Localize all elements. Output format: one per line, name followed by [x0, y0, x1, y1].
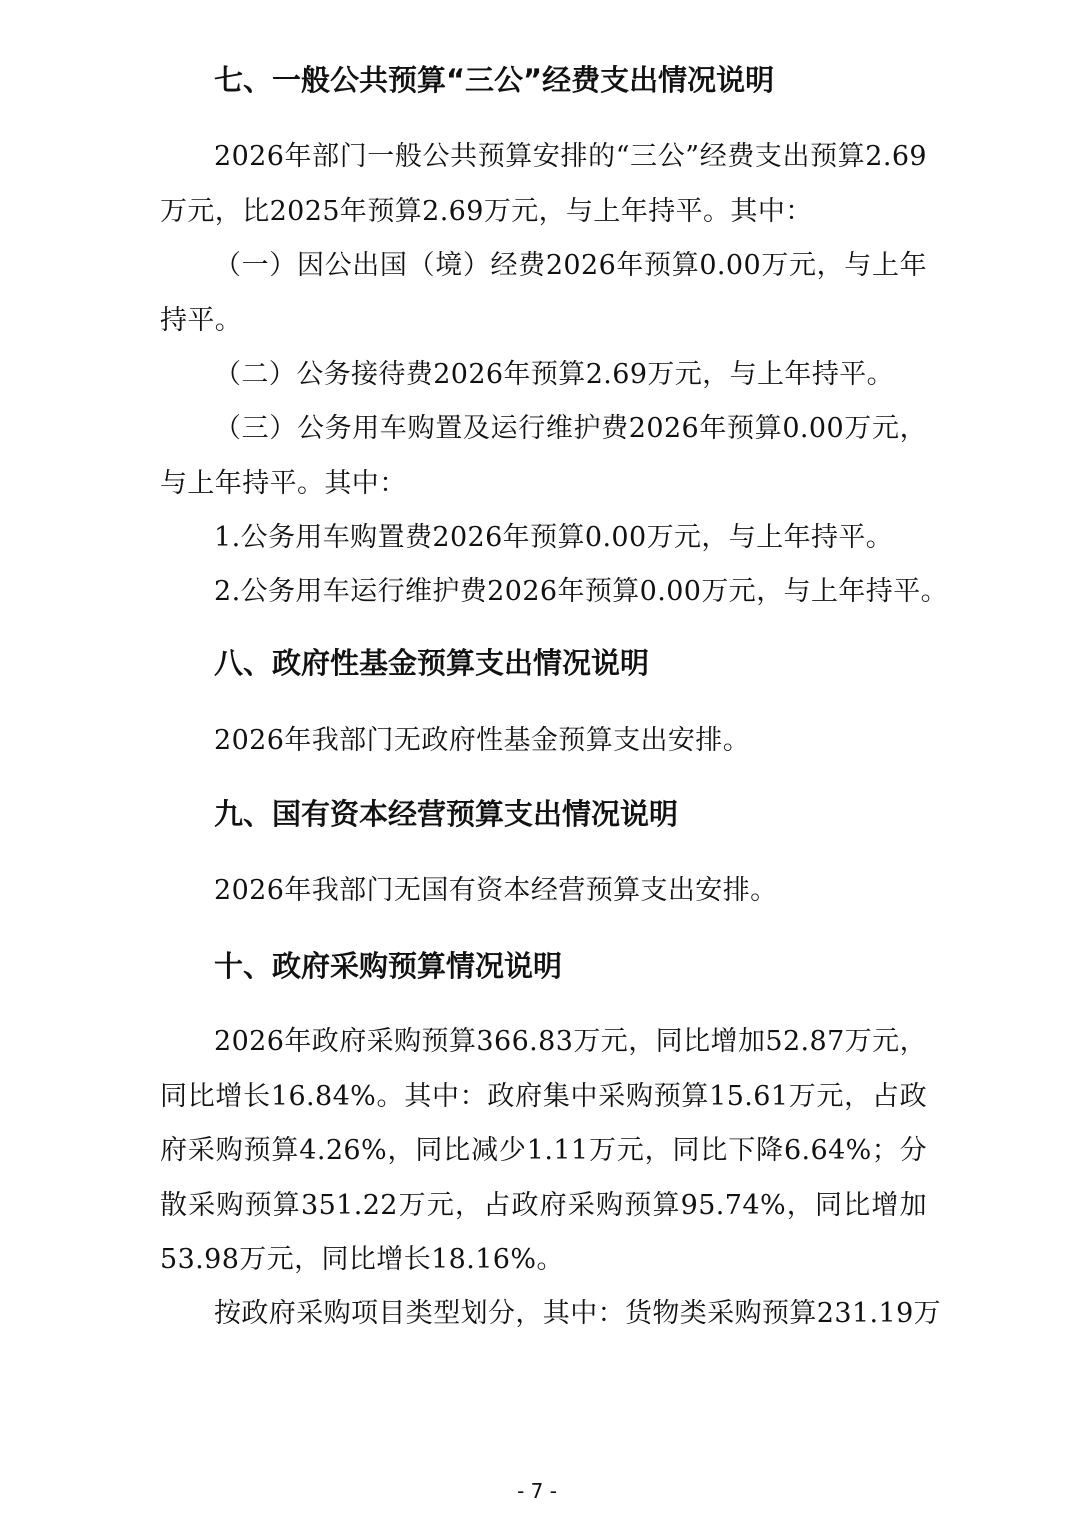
paragraph-three-public-summary: 2026年部门一般公共预算安排的“三公”经费支出预算2.69万元，比2025年预算2.69万元，与上年持平。其中：	[160, 141, 927, 227]
paragraph-overseas-travel: （一）因公出国（境）经费2026年预算0.00万元，与上年持平。	[160, 250, 927, 336]
paragraph-reception: （二）公务接待费2026年预算2.69万元，与上年持平。	[214, 359, 895, 390]
paragraph-vehicles: （三）公务用车购置及运行维护费2026年预算0.00万元，与上年持平。其中：	[160, 413, 927, 499]
paragraph-state-capital: 2026年我部门无国有资本经营预算支出安排。	[214, 875, 778, 906]
paragraph-vehicle-maintenance: 2.公务用车运行维护费2026年预算0.00万元，与上年持平。	[214, 576, 948, 607]
section-heading-eight: 八、政府性基金预算支出情况说明	[214, 646, 650, 680]
section-heading-seven: 七、一般公共预算“三公”经费支出情况说明	[214, 63, 775, 97]
page-number: - 7 -	[517, 1479, 557, 1503]
section-heading-ten: 十、政府采购预算情况说明	[214, 949, 563, 983]
paragraph-vehicle-purchase: 1.公务用车购置费2026年预算0.00万元，与上年持平。	[214, 522, 894, 553]
section-heading-nine: 九、国有资本经营预算支出情况说明	[214, 797, 679, 831]
paragraph-government-fund: 2026年我部门无政府性基金预算支出安排。	[214, 725, 751, 756]
paragraph-procurement-by-type: 按政府采购项目类型划分，其中：货物类采购预算231.19万	[214, 1298, 942, 1329]
paragraph-procurement-summary: 2026年政府采购预算366.83万元，同比增加52.87万元，同比增长16.84%。其中：政府集中采购预算15.61万元，占政府采购预算4.26%，同比减少1.11万元，同比下降6.64%；分散采购预算351.22万元，占政府采购预算95.74%，同比增加53.98万元，同比增长18.16%。	[160, 1026, 927, 1275]
